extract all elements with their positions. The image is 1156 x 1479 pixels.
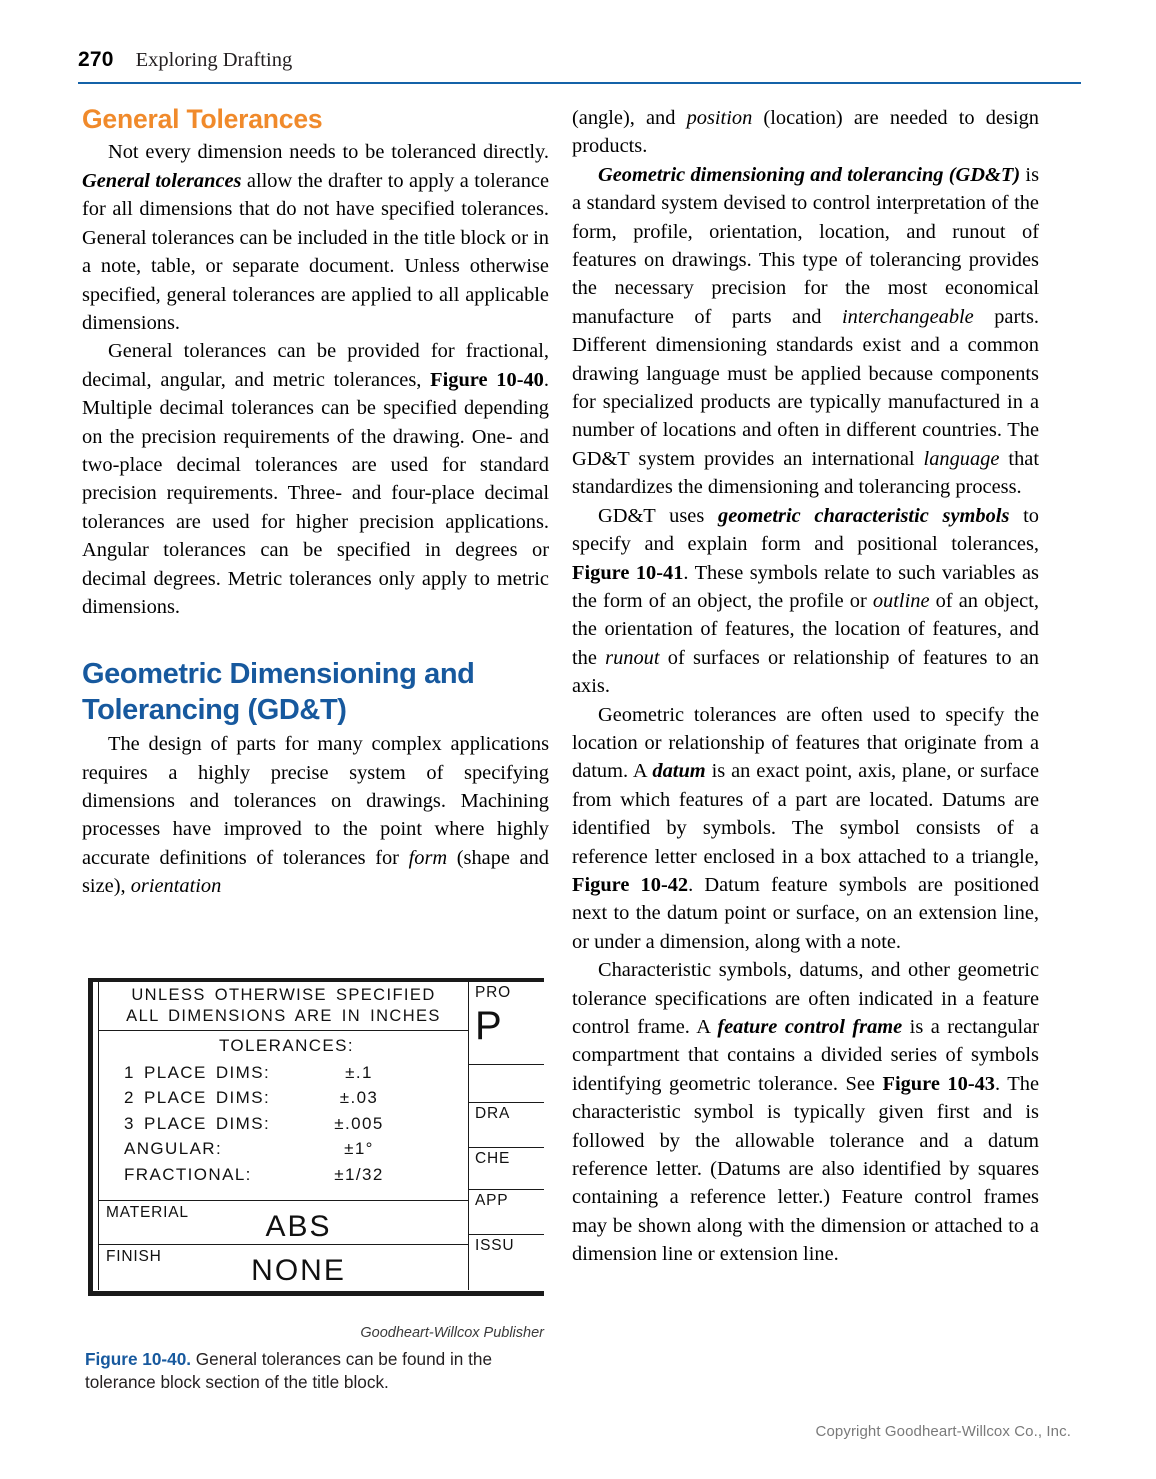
material-value: ABS bbox=[265, 1209, 332, 1243]
figure-10-40 bbox=[88, 978, 553, 1296]
tolerance-value: ±.1 bbox=[345, 1062, 373, 1082]
heading-spacer bbox=[82, 621, 549, 657]
title-block-side-column bbox=[469, 982, 544, 1290]
title-block-main-column bbox=[99, 982, 469, 1290]
tolerance-value: ±1° bbox=[344, 1139, 374, 1159]
side-cell-drawn bbox=[469, 1103, 544, 1148]
side-label-approved: APP bbox=[475, 1192, 509, 1209]
tolerance-label: 2 PLACE DIMS: bbox=[124, 1088, 271, 1108]
side-cell-checked bbox=[469, 1148, 544, 1190]
title-block-grid bbox=[98, 982, 544, 1290]
running-head bbox=[78, 48, 1078, 72]
side-cell-blank bbox=[469, 1065, 544, 1103]
material-label: MATERIAL bbox=[106, 1203, 189, 1221]
note-line-2: ALL DIMENSIONS ARE IN INCHES bbox=[126, 1006, 441, 1025]
side-label-drawn: DRA bbox=[475, 1105, 511, 1122]
page-number: 270 bbox=[78, 48, 114, 71]
section-heading-general-tolerances: General Tolerances bbox=[82, 104, 323, 134]
side-value-pro: P bbox=[475, 1004, 503, 1048]
drawing-border-bottom bbox=[88, 1291, 544, 1296]
figure-caption-text: General tolerances can be found in the tolerance block section of the title block. bbox=[85, 1349, 493, 1392]
finish-value: NONE bbox=[251, 1254, 346, 1288]
tolerance-value: ±.005 bbox=[334, 1113, 384, 1133]
side-label-issued: ISSU bbox=[475, 1237, 515, 1254]
title-block-drawing bbox=[88, 978, 544, 1296]
side-label-checked: CHE bbox=[475, 1150, 511, 1167]
paragraph-right-2: Geometric dimensioning and tolerancing (GD&T) is a standard system devised to control interpretation of the form, profile, orientation, location, and runout of features on drawings. This type of tolerancing provides the necessary precision for the most economical manufacture of parts and interchangeable parts. Different dimensioning standards exist and a common drawing language must be applied because components for specialized products are typically manufactured in a number of locations and often in different countries. The GD&T system provides an international language that standardizes the dimensioning and tolerancing process. bbox=[572, 163, 1039, 499]
tolerance-label: 1 PLACE DIMS: bbox=[124, 1062, 271, 1082]
finish-label: FINISH bbox=[106, 1248, 162, 1266]
side-label-pro: PRO bbox=[475, 984, 511, 1001]
tolerance-row bbox=[99, 1085, 468, 1111]
book-title: Exploring Drafting bbox=[135, 49, 293, 71]
figure-number: Figure 10-40. bbox=[85, 1349, 192, 1369]
tolerance-label: ANGULAR: bbox=[124, 1139, 223, 1159]
side-cell-approved bbox=[469, 1190, 544, 1235]
tolerance-label: 3 PLACE DIMS: bbox=[124, 1113, 271, 1133]
paragraph-general-tolerances-2: General tolerances can be provided for fractional, decimal, angular, and metric toler​ances, Figure 10-40. Multiple decimal tolerances can be specified depending on the precision requirements of the drawing. One- and two-place decimal tolerances are used for standard precision requirements. Three- and four-place decimal tolerances are used for higher precision applications. Angular tolerances can be specified in degrees or decimal degrees. Metric toler​ances only apply to metric dimensions. bbox=[82, 340, 549, 618]
figure-credit: Goodheart-Willcox Publisher bbox=[360, 1325, 544, 1341]
tolerance-row bbox=[99, 1060, 468, 1086]
tolerances-title: TOLERANCES: bbox=[218, 1035, 355, 1055]
figure-caption bbox=[85, 1348, 547, 1394]
side-cell-pro bbox=[469, 982, 544, 1065]
paragraph-right-4: Geometric tolerances are often used to specify the location or relationship of features that originate from a datum. A datum is an exact point, axis, plane, or surface from which features of a part are located. Datums are identified by symbols. The symbol consists of a reference letter enclosed in a box attached to a triangle, Figure 10-42. Datum feature symbols are positioned next to the datum point or surface, on an extension line, or under a dimension, along with a note. bbox=[572, 703, 1040, 953]
tolerance-value: ±.03 bbox=[339, 1088, 379, 1108]
general-note-cell bbox=[99, 982, 468, 1031]
paragraph-right-5: Characteristic symbols, datums, and other geometric tolerance specifications are often indicated in a feature control frame. A feature control frame is a rectangular compartment that contains a divided series of symbols identifying geometric tolerance. See Figure 10-43. The characteristic symbol is typically given first and is followed by the allowable tolerance and a datum reference letter. (Datums are also identified by squares containing a reference letter.) Feature control frames may be shown along with the dimension or attached to a dimension line or extension line. bbox=[572, 959, 1040, 1266]
tolerance-row bbox=[99, 1136, 468, 1162]
left-column bbox=[82, 104, 549, 901]
drawing-border-left bbox=[88, 978, 93, 1296]
paragraph-general-tolerances-1: Not every dimension needs to be toleranced directly. General tolerances allow the drafter to apply a tolerance for all dimensions that do not have specified tolerances. General tolerances can be included in the title block or in a note, table, or separate document. Unless otherwise specified, general tolerances are applied to all applicable dimensions. bbox=[82, 141, 549, 334]
tolerance-row bbox=[99, 1111, 468, 1137]
tolerance-value: ±1/32 bbox=[334, 1164, 384, 1184]
tolerance-row bbox=[99, 1162, 468, 1188]
material-cell bbox=[99, 1201, 468, 1246]
section-heading-gdt: Geometric Dimensioning and Tolerancing (GD&T) bbox=[82, 658, 475, 726]
paragraph-right-3: GD&T uses geometric characteristic symbols to specify and explain form and positional tolerances, Figure 10-41. These symbols relate to such variables as the form of an object, the profile or outline of an object, the orientation of features, the location of features, and the runout of surfaces or relationship of features to an axis. bbox=[572, 504, 1039, 698]
finish-cell bbox=[99, 1245, 468, 1290]
side-cell-issued bbox=[469, 1235, 544, 1290]
paragraph-right-1: (angle), and position (location) are needed to design products. bbox=[572, 107, 1039, 158]
paragraph-gdt-intro: The design of parts for many complex applications requires a highly precise system of specifying dimensions and tolerances on drawings. Machining processes have improved to the point where highly accurate definitions of tolerances for form (shape and size), orientation bbox=[82, 733, 549, 898]
tolerance-label: FRACTIONAL: bbox=[124, 1164, 252, 1184]
header-rule bbox=[78, 82, 1081, 84]
tolerance-block-cell bbox=[99, 1031, 468, 1201]
copyright-notice: Copyright Goodheart-Willcox Co., Inc. bbox=[815, 1423, 1071, 1440]
note-line-1: UNLESS OTHERWISE SPECIFIED bbox=[131, 985, 436, 1004]
right-column bbox=[572, 104, 1039, 1269]
